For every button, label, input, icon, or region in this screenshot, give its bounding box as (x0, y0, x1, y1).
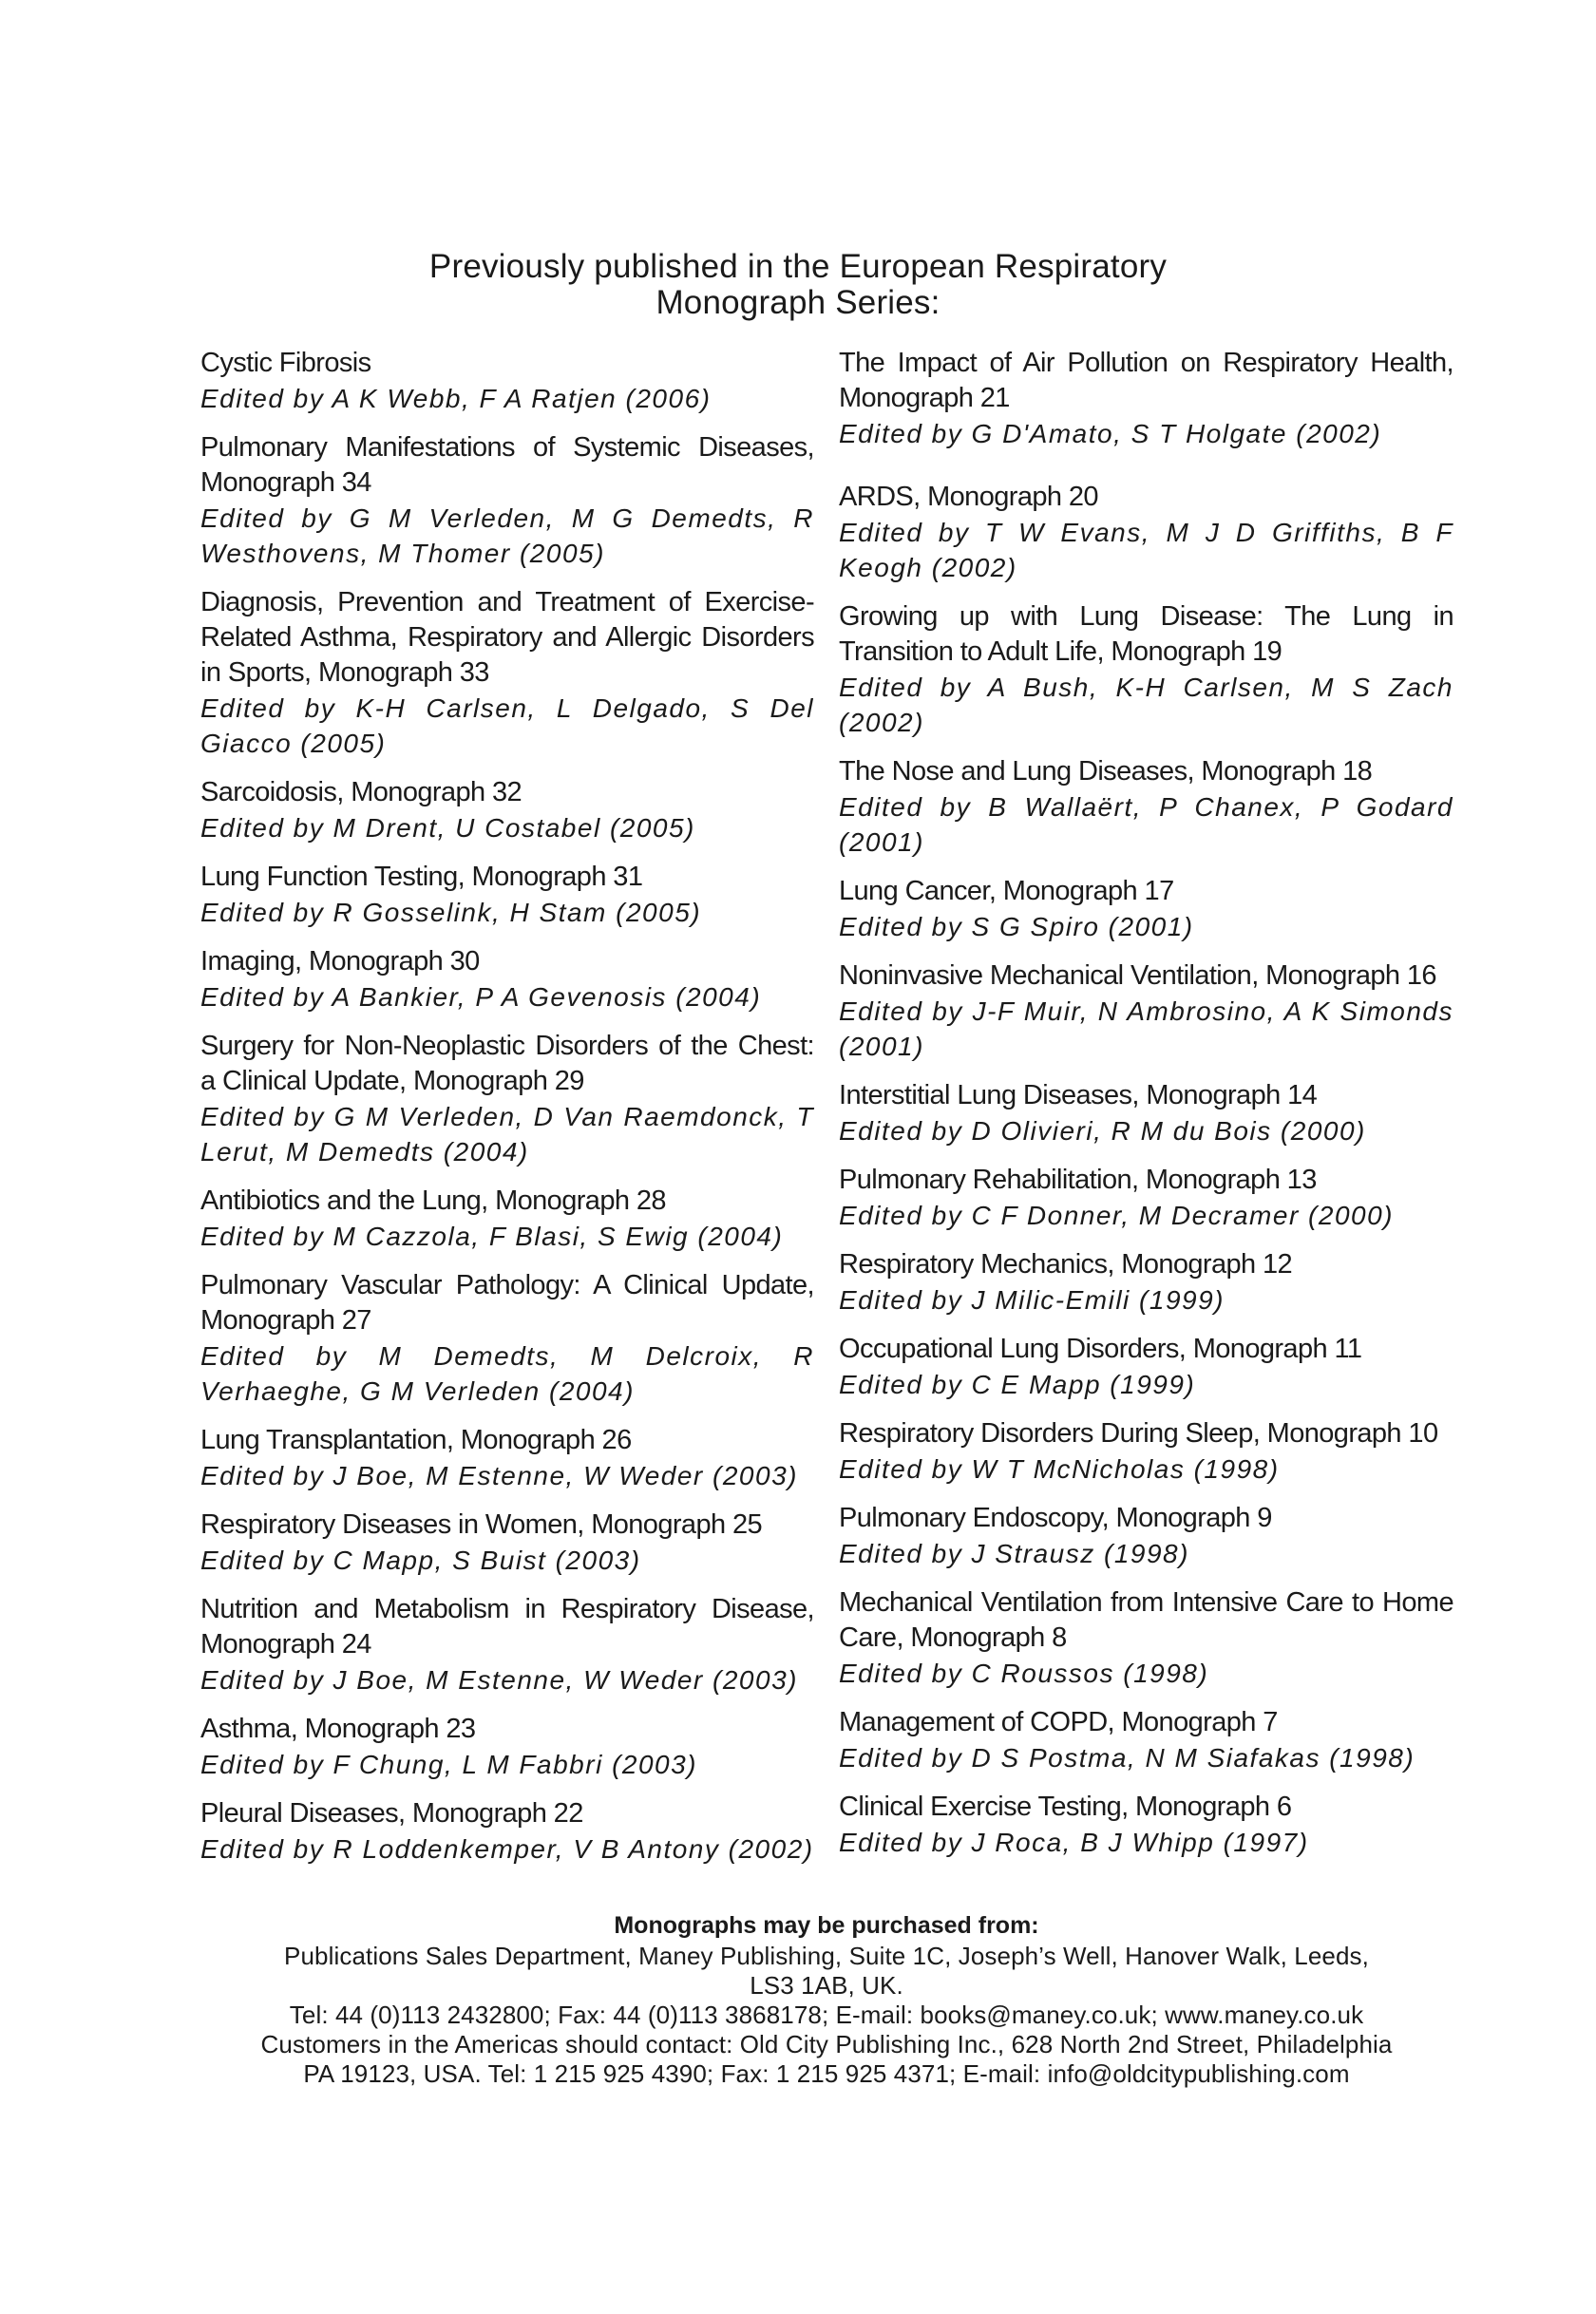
monograph-title: Pulmonary Manifestations of Systemic Diseases, Monograph 34 (200, 432, 814, 498)
monograph-title: Imaging, Monograph 30 (200, 946, 480, 977)
monograph-editors: Edited by C E Mapp (1999) (839, 1370, 1196, 1399)
monograph-title: Antibiotics and the Lung, Monograph 28 (200, 1185, 666, 1216)
monograph-editors: Edited by A K Webb, F A Ratjen (2006) (200, 384, 712, 413)
monograph-editors: Edited by C F Donner, M Decramer (2000) (839, 1201, 1394, 1230)
monograph-editors: Edited by C Mapp, S Buist (2003) (200, 1546, 641, 1575)
monograph-title: ARDS, Monograph 20 (839, 482, 1098, 512)
monograph-editors: Edited by A Bush, K-H Carlsen, M S Zach (2002) (839, 673, 1454, 737)
monograph-entry (839, 346, 1454, 451)
monograph-title: Nutrition and Metabolism in Respiratory Disease, Monograph 24 (200, 1594, 814, 1660)
monograph-editors: Edited by J Milic-Emili (1999) (839, 1285, 1225, 1315)
monograph-title: Cystic Fibrosis (200, 348, 371, 378)
purchase-contact: Tel: 44 (0)113 2432800; Fax: 44 (0)113 3868178; E-mail: books@maney.co.uk; www.maney.co.uk (289, 2001, 1364, 2029)
monograph-editors: Edited by J Roca, B J Whipp (1997) (839, 1828, 1309, 1857)
monograph-editors: Edited by A Bankier, P A Gevenosis (2004) (200, 982, 762, 1012)
monograph-entry (839, 1501, 1454, 1571)
monograph-entry (200, 1029, 814, 1169)
monograph-editors: Edited by M Demedts, M Delcroix, R Verhaeghe, G M Verleden (2004) (200, 1341, 814, 1406)
monograph-title: The Nose and Lung Diseases, Monograph 18 (839, 756, 1373, 787)
monograph-title: Occupational Lung Disorders, Monograph 11 (839, 1334, 1362, 1364)
monograph-editors: Edited by G M Verleden, D Van Raemdonck, T Lerut, M Demedts (2004) (200, 1102, 814, 1166)
monograph-title: Interstitial Lung Diseases, Monograph 14 (839, 1080, 1318, 1110)
monograph-title: Noninvasive Mechanical Ventilation, Monograph 16 (839, 960, 1436, 991)
right-column (839, 346, 1454, 1860)
monograph-entry (839, 1247, 1454, 1318)
purchase-address-postcode: LS3 1AB, UK. (750, 1971, 903, 2000)
monograph-entry (839, 1078, 1454, 1148)
monograph-title: Growing up with Lung Disease: The Lung in Transition to Adult Life, Monograph 19 (839, 601, 1454, 667)
monograph-entry (200, 1592, 814, 1698)
monograph-editors: Edited by G D'Amato, S T Holgate (2002) (839, 419, 1382, 448)
monograph-title: Lung Cancer, Monograph 17 (839, 876, 1174, 906)
monograph-editors: Edited by M Drent, U Costabel (2005) (200, 813, 695, 843)
monograph-entry (200, 1712, 814, 1782)
monograph-editors: Edited by M Cazzola, F Blasi, S Ewig (2004) (200, 1222, 784, 1251)
monograph-entry (200, 1796, 814, 1867)
monograph-entry (839, 1332, 1454, 1402)
monograph-entry (200, 1184, 814, 1254)
monograph-editors: Edited by D S Postma, N M Siafakas (1998) (839, 1743, 1416, 1773)
monograph-entry (839, 754, 1454, 860)
left-column (200, 346, 814, 1867)
monograph-title: Respiratory Mechanics, Monograph 12 (839, 1249, 1293, 1280)
monograph-entry (200, 775, 814, 845)
monograph-editors: Edited by K-H Carlsen, L Delgado, S Del Giacco (2005) (200, 693, 814, 758)
purchase-info (190, 1909, 1463, 2089)
monograph-entry (200, 1268, 814, 1409)
monograph-title: Asthma, Monograph 23 (200, 1714, 476, 1744)
monograph-entry (839, 958, 1454, 1064)
monograph-editors: Edited by J Strausz (1998) (839, 1539, 1189, 1568)
monograph-entry (839, 480, 1454, 585)
monograph-editors: Edited by J Boe, M Estenne, W Weder (2003) (200, 1665, 798, 1695)
monograph-title: Pulmonary Rehabilitation, Monograph 13 (839, 1165, 1317, 1195)
monograph-editors: Edited by R Gosselink, H Stam (2005) (200, 898, 702, 927)
monograph-editors: Edited by R Loddenkemper, V B Antony (2002) (200, 1834, 814, 1864)
monograph-entry (839, 874, 1454, 944)
monograph-entry (200, 346, 814, 416)
monograph-editors: Edited by F Chung, L M Fabbri (2003) (200, 1750, 697, 1779)
monograph-title: Surgery for Non-Neoplastic Disorders of the Chest: a Clinical Update, Monograph 29 (200, 1031, 814, 1096)
monograph-title: Pleural Diseases, Monograph 22 (200, 1798, 583, 1829)
monograph-title: Mechanical Ventilation from Intensive Care to Home Care, Monograph 8 (839, 1587, 1454, 1653)
purchase-heading: Monographs may be purchased from: (614, 1912, 1039, 1939)
monograph-entry (200, 585, 814, 761)
monograph-entry (200, 430, 814, 571)
monograph-title: Diagnosis, Prevention and Treatment of Exercise-Related Asthma, Respiratory and Allergic Disorders in Sports, Monograph 33 (200, 587, 814, 688)
monograph-title: Pulmonary Vascular Pathology: A Clinical Update, Monograph 27 (200, 1270, 814, 1336)
page-title (0, 249, 1596, 321)
monograph-editors: Edited by D Olivieri, R M du Bois (2000) (839, 1116, 1366, 1146)
monograph-title: The Impact of Air Pollution on Respiratory Health, Monograph 21 (839, 348, 1454, 413)
monograph-editors: Edited by J-F Muir, N Ambrosino, A K Simonds (2001) (839, 996, 1454, 1061)
monograph-title: Sarcoidosis, Monograph 32 (200, 777, 522, 807)
monograph-entry (839, 1163, 1454, 1233)
monograph-entry (200, 944, 814, 1015)
monograph-entry (839, 599, 1454, 740)
monograph-entry (839, 1416, 1454, 1487)
monograph-entry (839, 1585, 1454, 1691)
monograph-title: Lung Function Testing, Monograph 31 (200, 862, 643, 892)
monograph-entry (200, 860, 814, 930)
americas-contact: Customers in the Americas should contact: Old City Publishing Inc., 628 North 2nd Street, Philadelphia (260, 2030, 1393, 2058)
monograph-entry (200, 1508, 814, 1578)
monograph-editors: Edited by W T McNicholas (1998) (839, 1454, 1280, 1484)
page-title-line-1: Previously published in the European Respiratory (428, 248, 1168, 285)
monograph-title: Clinical Exercise Testing, Monograph 6 (839, 1792, 1292, 1822)
monograph-title: Pulmonary Endoscopy, Monograph 9 (839, 1503, 1272, 1533)
monograph-title: Lung Transplantation, Monograph 26 (200, 1425, 632, 1455)
monograph-title: Respiratory Diseases in Women, Monograph 25 (200, 1509, 763, 1540)
monograph-editors: Edited by C Roussos (1998) (839, 1659, 1209, 1688)
purchase-address: Publications Sales Department, Maney Publishing, Suite 1C, Joseph’s Well, Hanover Walk, Leeds, (284, 1942, 1369, 1970)
page-title-line-2: Monograph Series: (656, 284, 940, 321)
monograph-editors: Edited by B Wallaërt, P Chanex, P Godard (2001) (839, 792, 1454, 857)
monograph-editors: Edited by G M Verleden, M G Demedts, R Westhovens, M Thomer (2005) (200, 503, 814, 568)
americas-contact-details: PA 19123, USA. Tel: 1 215 925 4390; Fax: 1 215 925 4371; E-mail: info@oldcitypublishing.com (303, 2059, 1350, 2088)
monograph-editors: Edited by T W Evans, M J D Griffiths, B F Keogh (2002) (839, 518, 1454, 582)
monograph-title: Management of COPD, Monograph 7 (839, 1707, 1278, 1737)
monograph-editors: Edited by J Boe, M Estenne, W Weder (2003) (200, 1461, 798, 1490)
monograph-title: Respiratory Disorders During Sleep, Monograph 10 (839, 1418, 1438, 1449)
monograph-entry (839, 1705, 1454, 1775)
monograph-entry (839, 1790, 1454, 1860)
monograph-editors: Edited by S G Spiro (2001) (839, 912, 1194, 941)
monograph-entry (200, 1423, 814, 1493)
